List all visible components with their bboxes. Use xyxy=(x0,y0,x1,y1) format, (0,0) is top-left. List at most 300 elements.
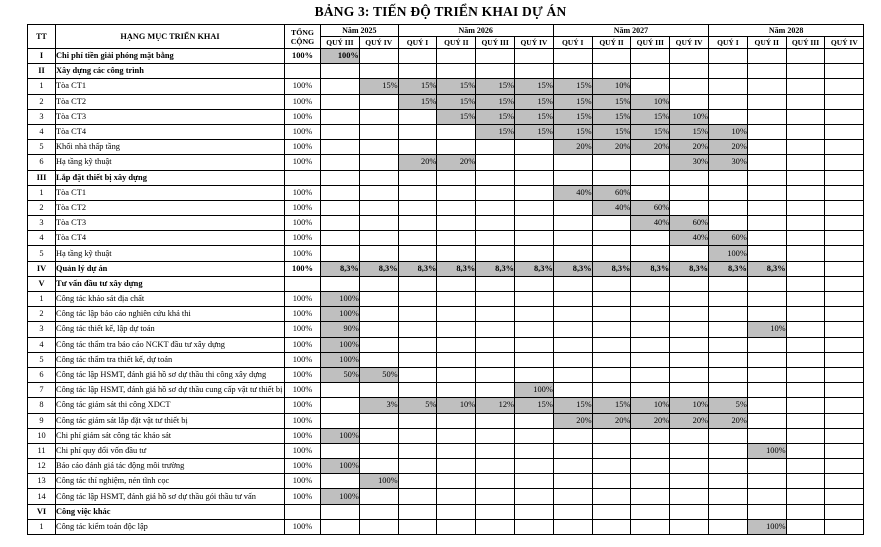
quarter-value-cell xyxy=(398,504,437,519)
row-tt: 3 xyxy=(28,216,56,231)
table-row xyxy=(28,200,864,215)
header-row-years xyxy=(28,25,864,37)
table-row xyxy=(28,428,864,443)
quarter-header-2-1: QUÝ II xyxy=(592,37,631,49)
quarter-value-cell xyxy=(670,428,709,443)
quarter-value-cell xyxy=(359,185,398,200)
quarter-value-cell xyxy=(515,140,554,155)
quarter-value-cell xyxy=(553,443,592,458)
quarter-value-cell xyxy=(592,428,631,443)
row-total: 100% xyxy=(285,489,321,504)
quarter-value-cell xyxy=(709,307,748,322)
quarter-value-cell xyxy=(437,200,476,215)
quarter-value-cell xyxy=(553,200,592,215)
quarter-value-cell xyxy=(709,170,748,185)
row-total xyxy=(285,504,321,519)
year-header-0: Năm 2025 xyxy=(321,25,399,37)
row-tt: 14 xyxy=(28,489,56,504)
quarter-value-cell xyxy=(747,337,786,352)
quarter-value-cell xyxy=(359,64,398,79)
row-tt: I xyxy=(28,49,56,64)
quarter-value-cell xyxy=(786,64,825,79)
quarter-value-cell xyxy=(398,170,437,185)
quarter-value-cell xyxy=(321,200,360,215)
quarter-value-cell xyxy=(321,246,360,261)
row-item-name: Công tác lập HSMT, đánh giá hồ sơ dự thầu cung cấp vật tư thiết bị xyxy=(56,383,285,398)
quarter-value-cell xyxy=(825,216,864,231)
quarter-value-cell: 50% xyxy=(321,367,360,382)
quarter-value-cell xyxy=(592,216,631,231)
quarter-value-cell xyxy=(359,459,398,474)
row-total xyxy=(285,276,321,291)
quarter-value-cell xyxy=(398,474,437,489)
quarter-value-cell: 10% xyxy=(747,322,786,337)
quarter-value-cell xyxy=(359,307,398,322)
quarter-value-cell xyxy=(670,519,709,534)
quarter-value-cell xyxy=(515,352,554,367)
quarter-value-cell xyxy=(709,109,748,124)
quarter-value-cell xyxy=(786,489,825,504)
quarter-value-cell xyxy=(709,519,748,534)
quarter-value-cell xyxy=(825,124,864,139)
quarter-value-cell: 10% xyxy=(437,398,476,413)
row-total: 100% xyxy=(285,155,321,170)
quarter-value-cell xyxy=(825,322,864,337)
quarter-value-cell xyxy=(398,140,437,155)
quarter-value-cell xyxy=(631,246,670,261)
quarter-value-cell xyxy=(631,474,670,489)
quarter-value-cell xyxy=(398,322,437,337)
row-tt: 1 xyxy=(28,519,56,534)
quarter-value-cell xyxy=(747,140,786,155)
quarter-value-cell xyxy=(398,49,437,64)
quarter-value-cell xyxy=(631,459,670,474)
quarter-value-cell xyxy=(786,124,825,139)
quarter-value-cell xyxy=(359,428,398,443)
quarter-value-cell: 15% xyxy=(592,109,631,124)
quarter-value-cell: 15% xyxy=(515,94,554,109)
quarter-value-cell xyxy=(709,443,748,458)
row-total: 100% xyxy=(285,367,321,382)
quarter-value-cell: 8,3% xyxy=(398,261,437,276)
quarter-value-cell xyxy=(709,352,748,367)
table-row xyxy=(28,94,864,109)
quarter-value-cell xyxy=(398,443,437,458)
row-item-name: Công tác thẩm tra thiết kế, dự toán xyxy=(56,352,285,367)
row-item-name: Tòa CT1 xyxy=(56,185,285,200)
row-total: 100% xyxy=(285,185,321,200)
table-row xyxy=(28,459,864,474)
quarter-value-cell xyxy=(437,428,476,443)
row-total: 100% xyxy=(285,322,321,337)
table-row xyxy=(28,489,864,504)
quarter-value-cell xyxy=(631,443,670,458)
quarter-value-cell xyxy=(747,489,786,504)
quarter-value-cell xyxy=(786,155,825,170)
quarter-value-cell xyxy=(747,185,786,200)
quarter-value-cell xyxy=(321,231,360,246)
col-header-tt: TT xyxy=(28,25,56,49)
quarter-value-cell xyxy=(825,367,864,382)
row-tt: 3 xyxy=(28,322,56,337)
quarter-value-cell xyxy=(631,307,670,322)
quarter-value-cell xyxy=(631,519,670,534)
quarter-value-cell: 15% xyxy=(553,109,592,124)
quarter-value-cell: 100% xyxy=(321,352,360,367)
quarter-value-cell xyxy=(553,292,592,307)
quarter-value-cell: 100% xyxy=(321,428,360,443)
quarter-value-cell: 10% xyxy=(631,94,670,109)
quarter-header-2-0: QUÝ I xyxy=(553,37,592,49)
quarter-value-cell xyxy=(592,504,631,519)
row-item-name: Công tác thí nghiệm, nén tĩnh cọc xyxy=(56,474,285,489)
quarter-header-0-1: QUÝ IV xyxy=(359,37,398,49)
quarter-value-cell: 8,3% xyxy=(747,261,786,276)
quarter-value-cell xyxy=(553,337,592,352)
quarter-value-cell xyxy=(825,231,864,246)
quarter-value-cell xyxy=(515,64,554,79)
quarter-value-cell xyxy=(592,489,631,504)
quarter-value-cell xyxy=(592,276,631,291)
quarter-value-cell xyxy=(786,428,825,443)
row-tt: V xyxy=(28,276,56,291)
quarter-value-cell xyxy=(631,504,670,519)
quarter-value-cell xyxy=(709,367,748,382)
quarter-value-cell xyxy=(553,504,592,519)
quarter-value-cell xyxy=(709,94,748,109)
quarter-value-cell xyxy=(476,474,515,489)
quarter-value-cell xyxy=(437,49,476,64)
row-tt: 3 xyxy=(28,109,56,124)
quarter-value-cell xyxy=(476,155,515,170)
quarter-value-cell xyxy=(786,185,825,200)
quarter-value-cell xyxy=(747,276,786,291)
quarter-header-3-3: QUÝ IV xyxy=(825,37,864,49)
table-row xyxy=(28,140,864,155)
table-row xyxy=(28,337,864,352)
quarter-value-cell xyxy=(437,170,476,185)
quarter-value-cell xyxy=(437,276,476,291)
quarter-value-cell xyxy=(437,307,476,322)
quarter-value-cell xyxy=(398,216,437,231)
quarter-value-cell: 15% xyxy=(398,79,437,94)
quarter-value-cell xyxy=(670,200,709,215)
quarter-value-cell xyxy=(631,49,670,64)
table-row xyxy=(28,443,864,458)
quarter-value-cell xyxy=(515,337,554,352)
table-row xyxy=(28,474,864,489)
document-page xyxy=(0,4,881,547)
quarter-value-cell xyxy=(553,352,592,367)
quarter-value-cell xyxy=(476,185,515,200)
year-header-2: Năm 2027 xyxy=(553,25,708,37)
quarter-value-cell: 100% xyxy=(321,459,360,474)
row-tt: 4 xyxy=(28,124,56,139)
quarter-value-cell: 60% xyxy=(670,216,709,231)
quarter-value-cell xyxy=(476,459,515,474)
quarter-value-cell xyxy=(631,337,670,352)
col-header-total: TỔNG CỘNG xyxy=(285,25,321,49)
quarter-value-cell xyxy=(515,216,554,231)
quarter-value-cell xyxy=(359,413,398,428)
quarter-value-cell xyxy=(747,367,786,382)
quarter-header-1-0: QUÝ I xyxy=(398,37,437,49)
row-item-name: Tòa CT3 xyxy=(56,109,285,124)
row-tt: 2 xyxy=(28,94,56,109)
table-row xyxy=(28,155,864,170)
quarter-value-cell xyxy=(709,459,748,474)
quarter-value-cell xyxy=(825,383,864,398)
quarter-value-cell xyxy=(553,519,592,534)
quarter-value-cell xyxy=(747,200,786,215)
quarter-value-cell xyxy=(437,367,476,382)
quarter-value-cell xyxy=(398,352,437,367)
quarter-value-cell xyxy=(398,246,437,261)
quarter-value-cell xyxy=(592,170,631,185)
quarter-value-cell xyxy=(631,79,670,94)
table-row xyxy=(28,413,864,428)
quarter-value-cell xyxy=(709,489,748,504)
quarter-value-cell: 15% xyxy=(515,79,554,94)
quarter-value-cell xyxy=(437,443,476,458)
row-item-name: Công tác khảo sát địa chất xyxy=(56,292,285,307)
quarter-value-cell xyxy=(359,140,398,155)
quarter-value-cell: 15% xyxy=(437,94,476,109)
quarter-value-cell xyxy=(437,216,476,231)
quarter-value-cell: 20% xyxy=(553,140,592,155)
quarter-value-cell xyxy=(476,231,515,246)
quarter-value-cell xyxy=(553,170,592,185)
quarter-value-cell xyxy=(437,489,476,504)
quarter-value-cell xyxy=(592,519,631,534)
quarter-value-cell: 15% xyxy=(553,79,592,94)
quarter-value-cell xyxy=(398,337,437,352)
quarter-value-cell xyxy=(359,489,398,504)
row-tt: 5 xyxy=(28,140,56,155)
quarter-value-cell: 100% xyxy=(359,474,398,489)
quarter-value-cell xyxy=(398,64,437,79)
quarter-value-cell xyxy=(670,246,709,261)
row-tt: 9 xyxy=(28,413,56,428)
row-item-name: Quản lý dự án xyxy=(56,261,285,276)
row-item-name: Công tác lập báo cáo nghiên cứu khả thi xyxy=(56,307,285,322)
quarter-value-cell: 60% xyxy=(709,231,748,246)
quarter-value-cell xyxy=(786,79,825,94)
quarter-value-cell xyxy=(631,170,670,185)
quarter-value-cell xyxy=(398,200,437,215)
quarter-value-cell xyxy=(825,352,864,367)
quarter-value-cell: 50% xyxy=(359,367,398,382)
quarter-value-cell xyxy=(553,307,592,322)
table-row xyxy=(28,383,864,398)
quarter-value-cell xyxy=(592,352,631,367)
quarter-value-cell xyxy=(747,216,786,231)
quarter-value-cell xyxy=(359,383,398,398)
quarter-value-cell xyxy=(786,367,825,382)
quarter-value-cell xyxy=(786,322,825,337)
quarter-value-cell xyxy=(825,459,864,474)
quarter-value-cell xyxy=(515,246,554,261)
quarter-value-cell xyxy=(825,504,864,519)
table-body xyxy=(28,49,864,535)
table-row xyxy=(28,79,864,94)
row-item-name: Khối nhà thấp tầng xyxy=(56,140,285,155)
quarter-value-cell xyxy=(709,200,748,215)
quarter-value-cell xyxy=(825,276,864,291)
quarter-value-cell: 15% xyxy=(592,124,631,139)
quarter-value-cell: 100% xyxy=(515,383,554,398)
quarter-value-cell xyxy=(476,337,515,352)
quarter-value-cell xyxy=(515,322,554,337)
quarter-value-cell xyxy=(825,337,864,352)
quarter-value-cell xyxy=(437,231,476,246)
quarter-value-cell: 100% xyxy=(747,443,786,458)
quarter-value-cell xyxy=(825,413,864,428)
quarter-value-cell xyxy=(553,231,592,246)
quarter-value-cell xyxy=(476,367,515,382)
quarter-value-cell xyxy=(437,64,476,79)
quarter-value-cell xyxy=(553,322,592,337)
quarter-value-cell xyxy=(476,383,515,398)
quarter-value-cell xyxy=(592,337,631,352)
row-item-name: Công tác lập HSMT, đánh giá hồ sơ dự thầu gói thầu tư vấn xyxy=(56,489,285,504)
quarter-value-cell xyxy=(592,49,631,64)
quarter-value-cell xyxy=(631,231,670,246)
quarter-value-cell xyxy=(398,276,437,291)
year-header-3: Năm 2028 xyxy=(709,25,864,37)
quarter-value-cell: 40% xyxy=(553,185,592,200)
quarter-value-cell xyxy=(359,519,398,534)
quarter-value-cell xyxy=(515,459,554,474)
quarter-value-cell xyxy=(515,367,554,382)
quarter-value-cell xyxy=(398,292,437,307)
quarter-value-cell xyxy=(476,216,515,231)
quarter-value-cell xyxy=(321,124,360,139)
row-item-name: Tòa CT4 xyxy=(56,231,285,246)
quarter-header-1-2: QUÝ III xyxy=(476,37,515,49)
table-row xyxy=(28,49,864,64)
quarter-value-cell xyxy=(670,489,709,504)
quarter-value-cell: 15% xyxy=(515,109,554,124)
quarter-value-cell xyxy=(476,292,515,307)
quarter-value-cell xyxy=(437,474,476,489)
quarter-value-cell xyxy=(670,64,709,79)
row-item-name: Tư vấn đầu tư xây dựng xyxy=(56,276,285,291)
quarter-value-cell: 15% xyxy=(592,398,631,413)
quarter-value-cell xyxy=(631,489,670,504)
row-total: 100% xyxy=(285,140,321,155)
quarter-value-cell xyxy=(825,170,864,185)
quarter-value-cell xyxy=(670,383,709,398)
quarter-value-cell xyxy=(398,185,437,200)
quarter-value-cell xyxy=(437,124,476,139)
quarter-value-cell xyxy=(786,109,825,124)
quarter-value-cell xyxy=(515,200,554,215)
quarter-value-cell: 40% xyxy=(670,231,709,246)
quarter-value-cell xyxy=(359,443,398,458)
quarter-value-cell xyxy=(747,155,786,170)
table-row xyxy=(28,216,864,231)
quarter-value-cell: 15% xyxy=(631,109,670,124)
table-row xyxy=(28,322,864,337)
quarter-value-cell xyxy=(437,352,476,367)
quarter-value-cell xyxy=(437,185,476,200)
quarter-value-cell xyxy=(437,413,476,428)
quarter-value-cell: 15% xyxy=(553,124,592,139)
quarter-value-cell xyxy=(747,383,786,398)
quarter-value-cell xyxy=(515,519,554,534)
quarter-value-cell xyxy=(825,443,864,458)
quarter-value-cell xyxy=(321,155,360,170)
quarter-value-cell xyxy=(398,109,437,124)
quarter-value-cell xyxy=(747,170,786,185)
quarter-value-cell xyxy=(786,474,825,489)
quarter-value-cell xyxy=(437,337,476,352)
quarter-value-cell xyxy=(321,79,360,94)
row-total: 100% xyxy=(285,231,321,246)
quarter-value-cell xyxy=(515,428,554,443)
quarter-value-cell xyxy=(592,155,631,170)
quarter-value-cell xyxy=(786,383,825,398)
quarter-value-cell xyxy=(709,216,748,231)
quarter-value-cell: 10% xyxy=(670,398,709,413)
quarter-value-cell xyxy=(631,155,670,170)
table-row xyxy=(28,292,864,307)
quarter-value-cell: 8,3% xyxy=(553,261,592,276)
row-item-name: Chi phí tiền giải phóng mặt bằng xyxy=(56,49,285,64)
quarter-value-cell: 8,3% xyxy=(515,261,554,276)
table-header xyxy=(28,25,864,49)
quarter-value-cell xyxy=(631,185,670,200)
quarter-value-cell xyxy=(476,352,515,367)
row-tt: III xyxy=(28,170,56,185)
quarter-value-cell: 100% xyxy=(747,519,786,534)
quarter-value-cell xyxy=(825,64,864,79)
quarter-value-cell xyxy=(476,428,515,443)
quarter-value-cell xyxy=(359,231,398,246)
quarter-value-cell xyxy=(476,170,515,185)
quarter-value-cell: 15% xyxy=(437,109,476,124)
quarter-value-cell xyxy=(321,64,360,79)
row-item-name: Chi phí giám sát công tác khảo sát xyxy=(56,428,285,443)
quarter-value-cell xyxy=(747,246,786,261)
quarter-value-cell xyxy=(359,200,398,215)
row-tt: IV xyxy=(28,261,56,276)
quarter-value-cell xyxy=(786,261,825,276)
quarter-value-cell xyxy=(476,504,515,519)
quarter-value-cell xyxy=(515,231,554,246)
table-row xyxy=(28,109,864,124)
quarter-value-cell xyxy=(359,322,398,337)
quarter-value-cell xyxy=(321,443,360,458)
quarter-value-cell xyxy=(359,504,398,519)
row-total: 100% xyxy=(285,307,321,322)
quarter-value-cell xyxy=(321,504,360,519)
quarter-value-cell xyxy=(515,413,554,428)
quarter-value-cell xyxy=(359,337,398,352)
quarter-value-cell xyxy=(321,109,360,124)
quarter-value-cell xyxy=(592,367,631,382)
row-total: 100% xyxy=(285,352,321,367)
quarter-value-cell: 60% xyxy=(592,185,631,200)
quarter-value-cell xyxy=(476,246,515,261)
row-item-name: Tòa CT1 xyxy=(56,79,285,94)
quarter-value-cell xyxy=(553,459,592,474)
quarter-value-cell xyxy=(553,49,592,64)
quarter-value-cell xyxy=(670,504,709,519)
quarter-value-cell xyxy=(825,307,864,322)
quarter-value-cell xyxy=(592,443,631,458)
